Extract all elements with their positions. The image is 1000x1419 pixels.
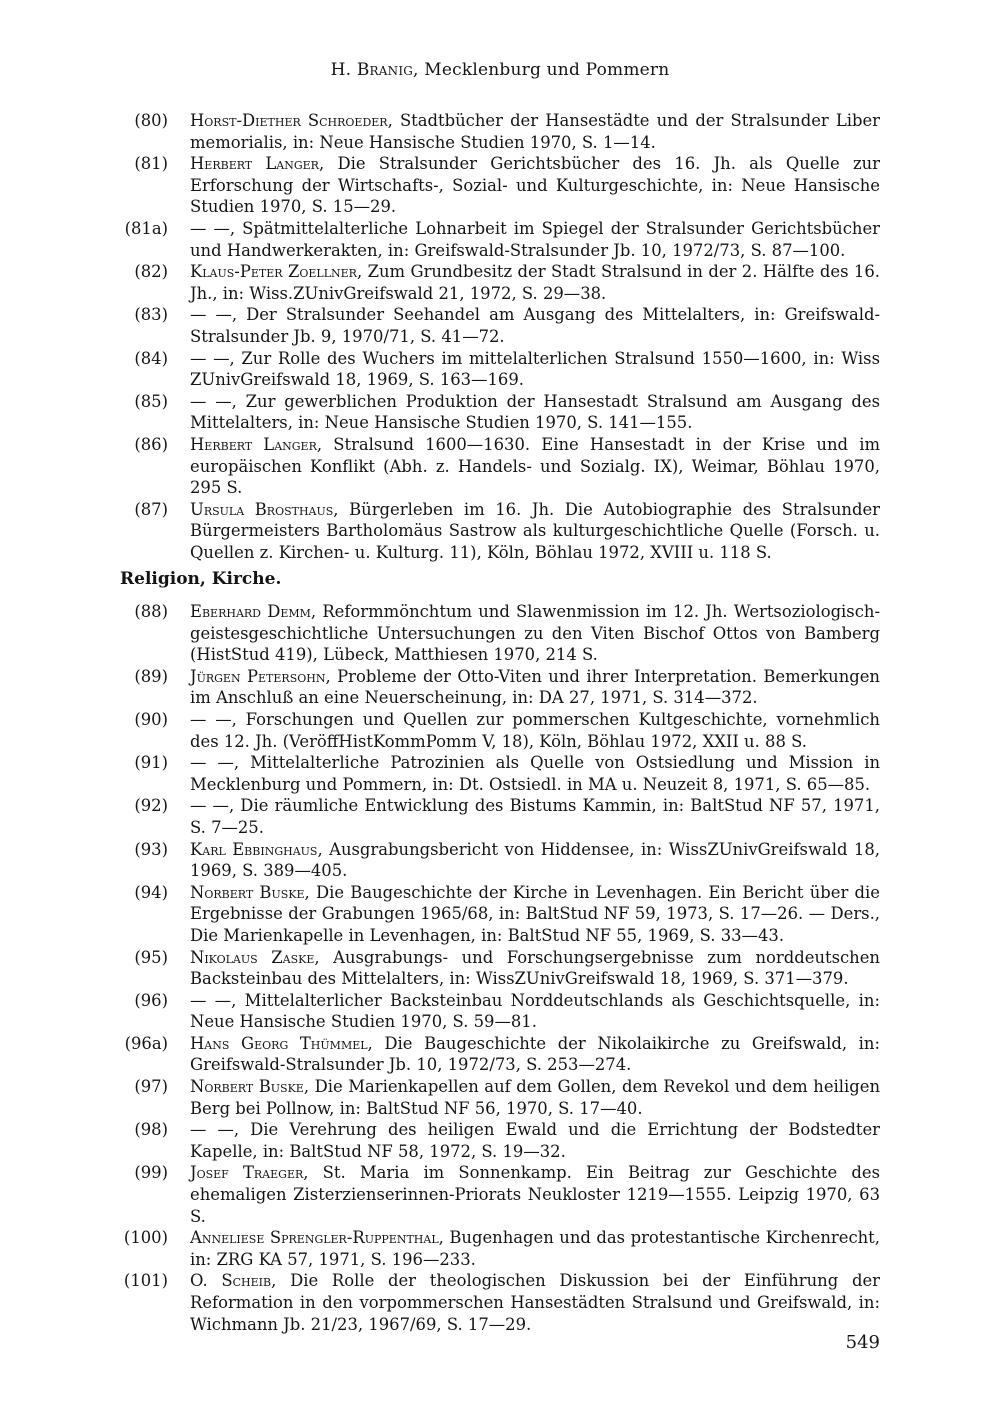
- entry-author: Herbert Langer,: [190, 434, 323, 454]
- bibliography-entry: [0, 882, 1000, 947]
- bibliography-entry: [0, 601, 1000, 666]
- entry-citation: [190, 795, 880, 838]
- bibliography-entry: [0, 1119, 1000, 1162]
- entry-text: Die Marienkapellen auf dem Gollen, dem Revekol und dem heiligen Berg bei Pollnow, in: BaltStud NF 56, 1970, S. 17—40.: [190, 1077, 880, 1118]
- bibliography-entry: [0, 304, 1000, 347]
- entry-text: Ausgrabungs- und Forschungsergebnisse zum norddeutschen Backsteinbau des Mittelalters, in: WissZUnivGreifswald 18, 1969, S. 371—379.: [190, 947, 880, 989]
- entry-text: Die Rolle der theologischen Diskussion bei der Einführung der Reformation in den vorpommerschen Hansestädten Stralsund und Greifswald, in: Wichmann Jb. 21/23, 1967/69, S. 17—29.: [190, 1271, 880, 1334]
- entry-number: (82): [134, 262, 168, 282]
- entry-author: Norbert Buske,: [190, 882, 310, 902]
- entry-citation: [190, 990, 880, 1033]
- entry-text: — —, Der Stralsunder Seehandel am Ausgang des Mittelalters, in: Greifswald-Stralsunder Jb. 9, 1970/71, S. 41—72.: [190, 305, 880, 346]
- bibliography-entry: [0, 947, 1000, 990]
- entry-author: Hans Georg Thümmel,: [190, 1033, 373, 1053]
- entry-text: Bürgerleben im 16. Jh. Die Autobiographie des Stralsunder Bürgermeisters Bartholomäus Sastrow als kulturgeschichtliche Quelle (Forsch. u. Quellen z. Kirchen- u. Kulturg. 11), Köln, Böhlau 1972, XVIII u. 118 S.: [190, 499, 880, 562]
- entry-number: (97): [134, 1077, 168, 1097]
- entry-author: Klaus-Peter Zoellner,: [190, 262, 363, 282]
- entry-text: Stadtbücher der Hansestädte und der Stralsunder Liber memorialis, in: Neue Hansische Studien 1970, S. 1—14.: [190, 111, 881, 152]
- entry-number: (84): [134, 348, 168, 368]
- entry-text: Ausgrabungsbericht von Hiddensee, in: WissZUnivGreifswald 18, 1969, S. 389—405.: [190, 839, 880, 881]
- entry-author: O. Scheib,: [190, 1271, 277, 1291]
- entry-text: — —, Spätmittelalterliche Lohnarbeit im Spiegel der Stralsunder Gerichtsbücher und Handwerkerakten, in: Greifswald-Stralsunder Jb. 10, 1972/73, S. 87—100.: [190, 218, 880, 260]
- entry-citation: [190, 348, 880, 391]
- bibliography-entry: [0, 261, 1000, 304]
- bibliography-entry: [0, 391, 1000, 434]
- entry-author: Anneliese Sprengler-Ruppenthal,: [190, 1228, 444, 1248]
- entry-citation: [190, 1119, 880, 1162]
- entry-text: — —, Forschungen und Quellen zur pommerschen Kultgeschichte, vornehmlich des 12. Jh. (VeröffHistKommPomm V, 18), Köln, Böhlau 1972, XXII u. 88 S.: [190, 709, 880, 751]
- bibliography-entry: [0, 709, 1000, 752]
- entry-text: Bugenhagen und das protestantische Kirchenrecht, in: ZRG KA 57, 1971, S. 196—233.: [190, 1228, 880, 1269]
- entry-number: (92): [134, 796, 168, 816]
- entry-author: Ursula Brosthaus,: [190, 499, 339, 519]
- entry-number: (90): [134, 709, 168, 729]
- bibliography-entry: [0, 434, 1000, 499]
- bibliography-entry: [0, 348, 1000, 391]
- entry-citation: [190, 947, 880, 990]
- entry-author: Horst-Diether Schroeder,: [190, 111, 393, 130]
- entry-citation: [190, 1033, 880, 1076]
- bibliography-entry: [0, 110, 1000, 153]
- entry-text: Die Baugeschichte der Nikolaikirche zu Greifswald, in: Greifswald-Stralsunder Jb. 10, 1972/73, S. 253—274.: [190, 1033, 880, 1075]
- entry-citation: [190, 601, 880, 666]
- entry-author: Josef Traeger,: [190, 1163, 309, 1183]
- bibliography-entry: [0, 1033, 1000, 1076]
- entry-number: (93): [134, 839, 168, 859]
- entry-text: — —, Zur Rolle des Wuchers im mittelalterlichen Stralsund 1550—1600, in: Wiss ZUnivGreifswald 18, 1969, S. 163—169.: [190, 348, 880, 390]
- entry-number: (83): [134, 305, 168, 325]
- entry-citation: [190, 839, 880, 882]
- entry-number: (101): [123, 1271, 168, 1291]
- bibliography-entry: [0, 795, 1000, 838]
- entry-citation: [190, 391, 880, 434]
- entry-citation: [190, 110, 880, 153]
- bibliography-entry: [0, 990, 1000, 1033]
- entry-text: — —, Mittelalterlicher Backsteinbau Norddeutschlands als Geschichtsquelle, in: Neue Hansische Studien 1970, S. 59—81.: [190, 990, 880, 1032]
- entry-number: (91): [134, 753, 168, 773]
- entry-author: Jürgen Petersohn,: [190, 666, 331, 686]
- entry-citation: [190, 218, 880, 261]
- entry-text: Die Stralsunder Gerichtsbücher des 16. Jh. als Quelle zur Erforschung der Wirtschafts-, Sozial- und Kulturgeschichte, in: Neue Hansische Studien 1970, S. 15—29.: [190, 154, 881, 217]
- entry-number: (100): [123, 1228, 168, 1248]
- entry-author: Karl Ebbinghaus,: [190, 839, 323, 859]
- entry-number: (96a): [124, 1033, 168, 1053]
- entry-text: Zum Grundbesitz der Stadt Stralsund in der 2. Hälfte des 16. Jh., in: Wiss.ZUnivGreifswald 21, 1972, S. 29—38.: [190, 262, 880, 303]
- entry-text: — —, Die räumliche Entwicklung des Bistums Kammin, in: BaltStud NF 57, 1971, S. 7—25.: [190, 796, 880, 837]
- bibliography-entry: [0, 499, 1000, 564]
- entry-number: (98): [134, 1120, 168, 1140]
- entry-text: — —, Die Verehrung des heiligen Ewald und die Errichtung der Bodstedter Kapelle, in: BaltStud NF 58, 1972, S. 19—32.: [190, 1120, 880, 1161]
- entry-citation: [190, 1270, 880, 1335]
- entry-citation: [190, 1076, 880, 1119]
- running-header: [120, 60, 880, 80]
- bibliography-entry: [0, 153, 1000, 218]
- bibliography-entry: [0, 666, 1000, 709]
- entry-text: — —, Mittelalterliche Patrozinien als Quelle von Ostsiedlung und Mission in Mecklenburg und Pommern, in: Dt. Ostsiedl. in MA u. Neuzeit 8, 1971, S. 65—85.: [190, 753, 880, 794]
- entry-citation: [190, 261, 880, 304]
- entry-number: (94): [134, 882, 168, 902]
- entry-citation: [190, 882, 880, 947]
- bibliography-entry: [0, 1227, 1000, 1270]
- entry-citation: [190, 752, 880, 795]
- entry-citation: [190, 499, 880, 564]
- entry-number: (87): [134, 499, 168, 519]
- entry-number: (96): [134, 990, 168, 1010]
- entry-citation: [190, 709, 880, 752]
- entry-citation: [190, 1227, 880, 1270]
- entry-author: Nikolaus Zaske,: [190, 947, 320, 967]
- entry-number: (88): [134, 602, 168, 621]
- bibliography-entry: [0, 1162, 1000, 1227]
- entry-number: (89): [134, 666, 168, 686]
- entry-text: Probleme der Otto-Viten und ihrer Interpretation. Bemerkungen im Anschluß an eine Neuerscheinung, in: DA 27, 1971, S. 314—372.: [190, 666, 880, 708]
- bibliography-entry: [0, 839, 1000, 882]
- entry-author: Eberhard Demm,: [190, 602, 317, 621]
- bibliography-entry: [0, 1270, 1000, 1335]
- bibliography-list-religion: [0, 601, 1000, 1335]
- entry-text: St. Maria im Sonnenkamp. Ein Beitrag zur Geschichte des ehemaligen Zisterzienserinnen-Priorats Neukloster 1219—1555. Leipzig 1970, 63 S.: [190, 1163, 880, 1226]
- entry-text: Die Baugeschichte der Kirche in Levenhagen. Ein Bericht über die Ergebnisse der Grabungen 1965/68, in: BaltStud NF 59, 1973, S. 17—26. — Ders., Die Marienkapelle in Levenhagen, in: BaltStud NF 55, 1969, S. 33—43.: [190, 882, 880, 945]
- entry-number: (81): [134, 154, 168, 174]
- running-header-title: Mecklenburg und Pommern: [424, 60, 670, 80]
- running-header-author: H. Branig,: [330, 60, 419, 80]
- entry-number: (85): [134, 391, 168, 411]
- bibliography-entry: [0, 1076, 1000, 1119]
- entry-text: Reformmönchtum und Slawenmission im 12. Jh. Wertsoziologisch-geistesgeschichtliche Untersuchungen zu den Viten Bischof Ottos von Bamberg (HistStud 419), Lübeck, Matthiesen 1970, 214 S.: [190, 602, 880, 665]
- entry-citation: [190, 304, 880, 347]
- entry-citation: [190, 666, 880, 709]
- entry-citation: [190, 1162, 880, 1227]
- bibliography-entry: [0, 752, 1000, 795]
- entry-number: (99): [134, 1163, 168, 1183]
- entry-number: (95): [134, 947, 168, 967]
- bibliography-list-economy: [0, 110, 1000, 563]
- entry-text: — —, Zur gewerblichen Produktion der Hansestadt Stralsund am Ausgang des Mittelalters, in: Neue Hansische Studien 1970, S. 141—155.: [190, 391, 880, 433]
- entry-number: (86): [134, 434, 168, 454]
- page-number: 549: [845, 1332, 880, 1353]
- entry-citation: [190, 434, 880, 499]
- entry-author: Herbert Langer,: [190, 154, 325, 174]
- entry-number: (80): [134, 111, 168, 130]
- entry-author: Norbert Buske,: [190, 1077, 310, 1097]
- entry-number: (81a): [124, 218, 168, 238]
- entry-text: Stralsund 1600—1630. Eine Hansestadt in der Krise und im europäischen Konflikt (Abh. z. Handels- und Sozialg. IX), Weimar, Böhlau 1970, 295 S.: [190, 434, 880, 498]
- section-heading: Religion, Kirche.: [120, 569, 282, 589]
- entry-citation: [190, 153, 880, 218]
- bibliography-entry: [0, 218, 1000, 261]
